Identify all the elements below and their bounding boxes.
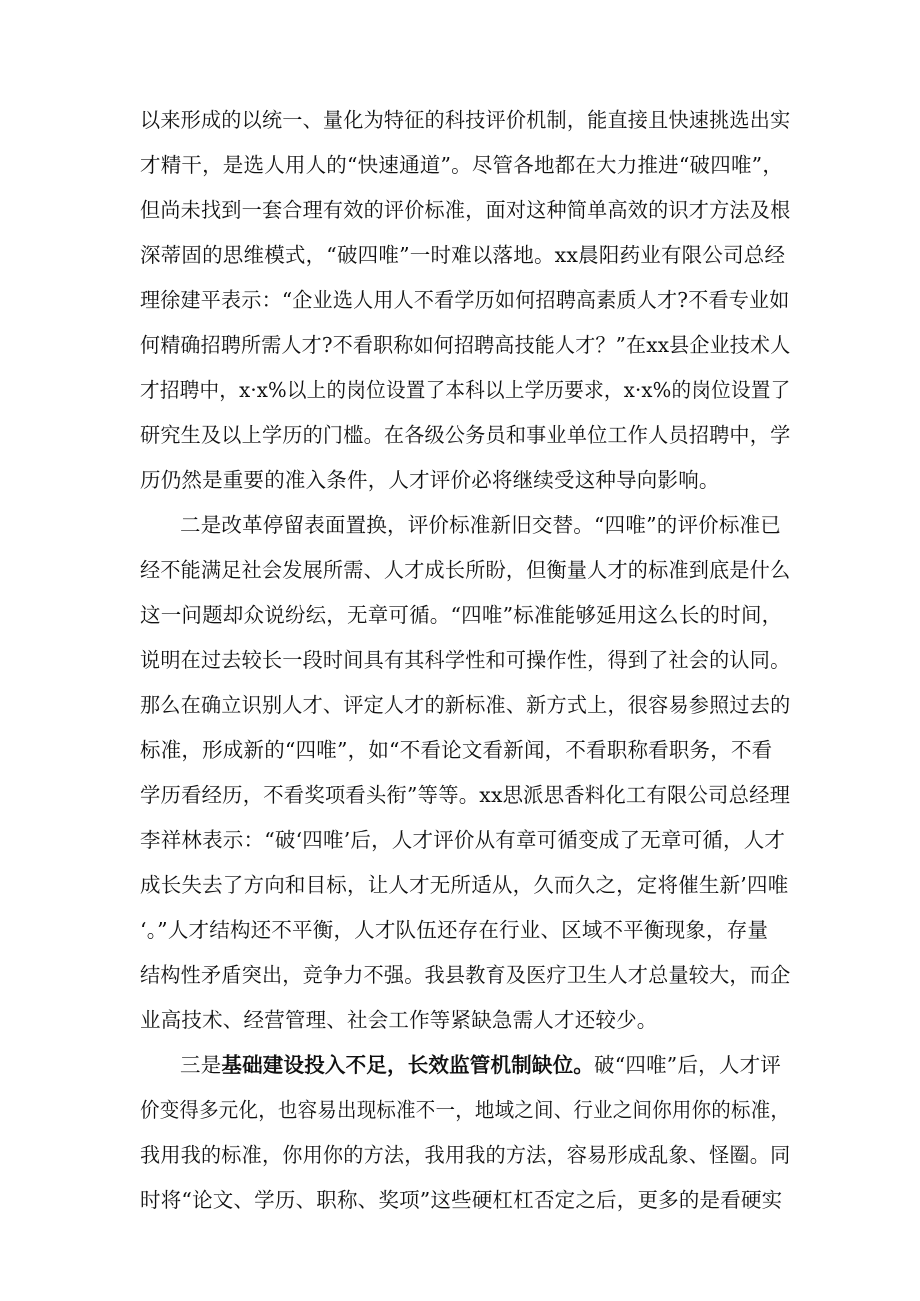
paragraph-3-line-1 [180,1053,781,1077]
paragraph-2-line-4: 说明在过去较长一段时间具有其科学性和可操作性，得到了社会的认同。 [140,648,791,672]
paragraph-1-line-2: 才精干，是选人用人的“快速通道”。尽管各地都在大力推进“破四唯”， [140,153,784,177]
paragraph-2-line-7: 学历看经历，不看奖项看头衔”等等。xx思派思香料化工有限公司总经理 [140,783,791,807]
paragraph-3-bold-heading: 基础建设投入不足，长效监管机制缺位。 [221,1053,595,1077]
paragraph-3-line-2: 价变得多元化，也容易出现标准不一，地域之间、行业之间你用你的标准， [140,1098,791,1122]
paragraph-1-line-9: 历仍然是重要的准入条件，人才评价必将继续受这种导向影响。 [140,468,720,492]
paragraph-3-line-3: 我用我的标准，你用你的方法，我用我的方法，容易形成乱象、怪圈。同 [140,1143,791,1167]
paragraph-2-line-11: 结构性矛盾突出，竞争力不强。我县教育及医疗卫生人才总量较大，而企 [140,963,791,987]
paragraph-1-line-6: 何精确招聘所需人才?不看职称如何招聘高技能人才？”在xx县企业技术人 [140,333,791,357]
paragraph-2-line-1: 二是改革停留表面置换，评价标准新旧交替。“四唯”的评价标准已 [180,513,781,537]
paragraph-1-line-4: 深蒂固的思维模式，“破四唯”一时难以落地。xx晨阳药业有限公司总经 [140,243,786,267]
paragraph-2-line-6: 标准，形成新的“四唯”，如“不看论文看新闻，不看职称看职务，不看 [140,738,773,762]
paragraph-1-line-3: 但尚未找到一套合理有效的评价标准，面对这种简单高效的识才方法及根 [140,198,791,222]
paragraph-3-first-line-rest: 破“四唯”后，人才评 [594,1053,781,1077]
paragraph-1-line-5: 理徐建平表示：“企业选人用人不看学历如何招聘高素质人才?不看专业如 [140,288,790,312]
paragraph-1-line-7: 才招聘中，x·x%以上的岗位设置了本科以上学历要求，x·x%的岗位设置了 [140,378,791,402]
paragraph-2-line-9: 成长失去了方向和目标，让人才无所适从，久而久之，定将催生新’四唯 [140,873,789,897]
paragraph-1-line-8: 研究生及以上学历的门槛。在各级公务员和事业单位工作人员招聘中，学 [140,423,791,447]
paragraph-3-prefix: 三是 [180,1053,222,1077]
paragraph-1-line-1: 以来形成的以统一、量化为特征的科技评价机制，能直接且快速挑选出实 [140,108,791,132]
paragraph-2-line-10: ‘。”人才结构还不平衡，人才队伍还存在行业、区域不平衡现象，存量 [140,918,769,942]
paragraph-3-line-4: 时将“论文、学历、职称、奖项”这些硬杠杠否定之后，更多的是看硬实 [140,1188,783,1212]
paragraph-2-line-8: 李祥林表示：“破‘四唯’后，人才评价从有章可循变成了无章可循，人才 [140,828,786,852]
paragraph-2-line-2: 经不能满足社会发展所需、人才成长所盼，但衡量人才的标准到底是什么 [140,558,791,582]
paragraph-2-line-12: 业高技术、经营管理、社会工作等紧缺急需人才还较少。 [140,1008,658,1032]
paragraph-2-line-3: 这一问题却众说纷纭，无章可循。“四唯”标准能够延用这么长的时间， [140,603,783,627]
paragraph-2-line-5: 那么在确立识别人才、评定人才的新标准、新方式上，很容易参照过去的 [140,693,791,717]
